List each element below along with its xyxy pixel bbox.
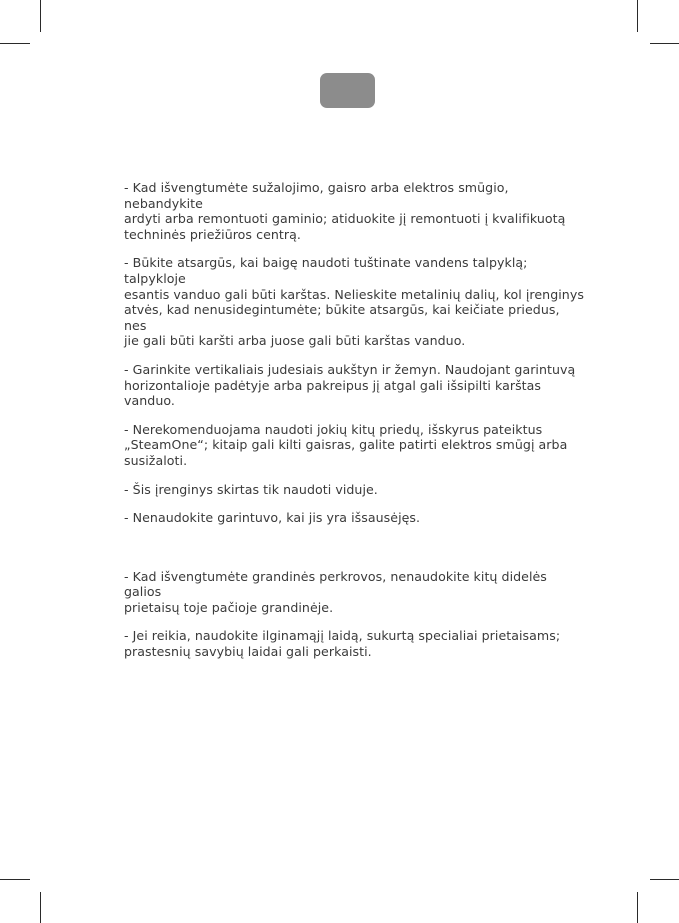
crop-mark-top-left-horizontal [0,43,30,44]
crop-mark-top-right-horizontal [650,43,679,44]
crop-mark-bottom-left-horizontal [0,879,30,880]
crop-mark-top-left-vertical [40,0,41,32]
paragraph: - Kad išvengtumėte sužalojimo, gaisro arba elektros smūgio, nebandykite ardyti arba remontuoti gaminio; atiduokite jį remontuoti į kvalifikuotą techninės priežiūros centrą. [124,180,566,242]
paragraph: - Jei reikia, naudokite ilginamąjį laidą, sukurtą specialiai prietaisams; prastesnių savybių laidai gali perkaisti. [124,628,561,660]
paragraph: - Nerekomenduojama naudoti jokių kitų priedų, išskyrus pateiktus „SteamOne“; kitaip gali kilti gaisras, galite patirti elektros smūgį arba susižaloti. [124,421,568,468]
paragraph: - Būkite atsargūs, kai baigę naudoti tuštinate vandens talpyklą; talpykloje esantis vanduo gali būti karštas. Nelieskite metalinių dalių, kol įrenginys atvės, kad nenusidegintumėte; būkite atsargūs, kai keičiate priedus, nes jie gali būti karšti arba juose gali būti karštas vanduo. [124,255,584,349]
crop-mark-bottom-right-vertical [637,892,638,923]
paragraph: - Garinkite vertikaliais judesiais aukštyn ir žemyn. Naudojant garintuvą horizontalioje padėtyje arba pakreipus jį atgal gali išsipilti karštas vanduo. [124,361,576,409]
crop-mark-bottom-left-vertical [40,892,41,923]
paragraph: - Nenaudokite garintuvo, kai jis yra išsausėjęs. [124,510,421,526]
language-tab [320,73,375,108]
paragraph: - Šis įrenginys skirtas tik naudoti viduje. [124,481,378,497]
crop-mark-top-right-vertical [637,0,638,32]
paragraph: - Kad išvengtumėte grandinės perkrovos, nenaudokite kitų didelės galios prietaisų toje pačioje grandinėje. [124,568,547,615]
crop-mark-bottom-right-horizontal [650,879,679,880]
safety-instructions [124,180,584,660]
